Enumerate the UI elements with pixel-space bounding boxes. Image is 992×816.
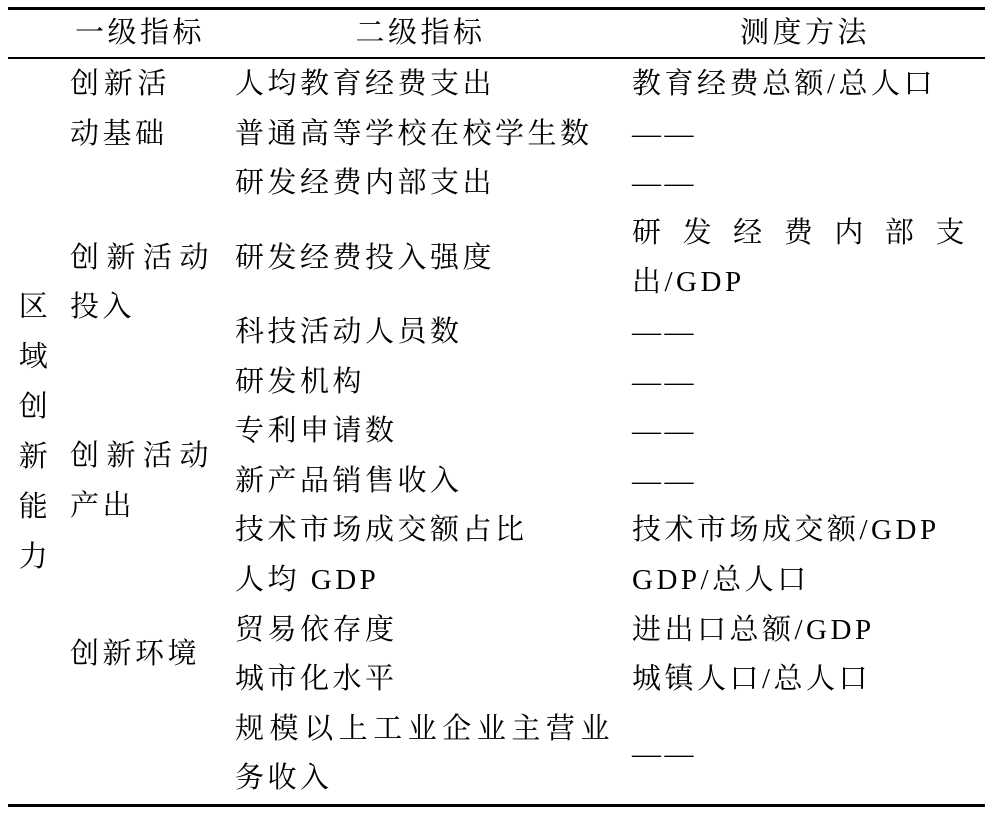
level2-cell: 人均教育经费支出 bbox=[235, 68, 496, 100]
method-cell: —— bbox=[632, 464, 697, 497]
level2-cell: 研发经费投入强度 bbox=[235, 241, 496, 274]
header-rule bbox=[8, 57, 985, 59]
method-cell: —— bbox=[632, 315, 697, 348]
level1-cell: 创新环境 bbox=[70, 638, 201, 671]
method-cell: —— bbox=[632, 415, 697, 448]
method-cell: 城镇人口/总人口 bbox=[632, 663, 872, 696]
level1-cell: 创新活动产出 bbox=[70, 439, 212, 522]
method-cell: —— bbox=[632, 365, 697, 398]
level2-cell: 贸易依存度 bbox=[235, 613, 398, 646]
header-row bbox=[8, 10, 985, 57]
level2-cell: 新产品销售收入 bbox=[235, 464, 463, 497]
level2-cell: 人均 GDP bbox=[235, 563, 380, 596]
method-cell: 技术市场成交额/GDP bbox=[632, 514, 940, 547]
level2-cell: 研发经费内部支出 bbox=[235, 167, 496, 200]
table-body bbox=[8, 60, 985, 804]
level2-cell: 技术市场成交额占比 bbox=[235, 514, 528, 547]
level2-cell: 研发机构 bbox=[235, 365, 366, 398]
level2-cell: 专利申请数 bbox=[235, 415, 398, 448]
header-level2: 二级指标 bbox=[355, 17, 486, 49]
header-level1: 一级指标 bbox=[74, 17, 205, 49]
level2-cell: 普通高等学校在校学生数 bbox=[235, 117, 593, 150]
method-cell: —— bbox=[632, 167, 697, 200]
method-cell: —— bbox=[632, 737, 697, 770]
level1-cell: 创新活动基础 bbox=[70, 68, 170, 150]
level2-cell: 规模以上工业企业主营业务收入 bbox=[235, 712, 613, 795]
bottom-rule bbox=[8, 804, 985, 807]
method-cell: 进出口总额/GDP bbox=[632, 613, 875, 646]
method-cell: GDP/总人口 bbox=[632, 563, 810, 596]
category-cell: 区域创新能力 bbox=[18, 290, 52, 573]
method-cell: 研发经费内部支出/GDP bbox=[632, 216, 968, 299]
level1-cell: 创新活动投入 bbox=[70, 241, 212, 324]
method-cell: —— bbox=[632, 117, 697, 150]
header-method: 测度方法 bbox=[739, 17, 870, 49]
method-cell: 教育经费总额/总人口 bbox=[632, 68, 937, 100]
level2-cell: 城市化水平 bbox=[235, 663, 398, 696]
level2-cell: 科技活动人员数 bbox=[235, 315, 463, 348]
